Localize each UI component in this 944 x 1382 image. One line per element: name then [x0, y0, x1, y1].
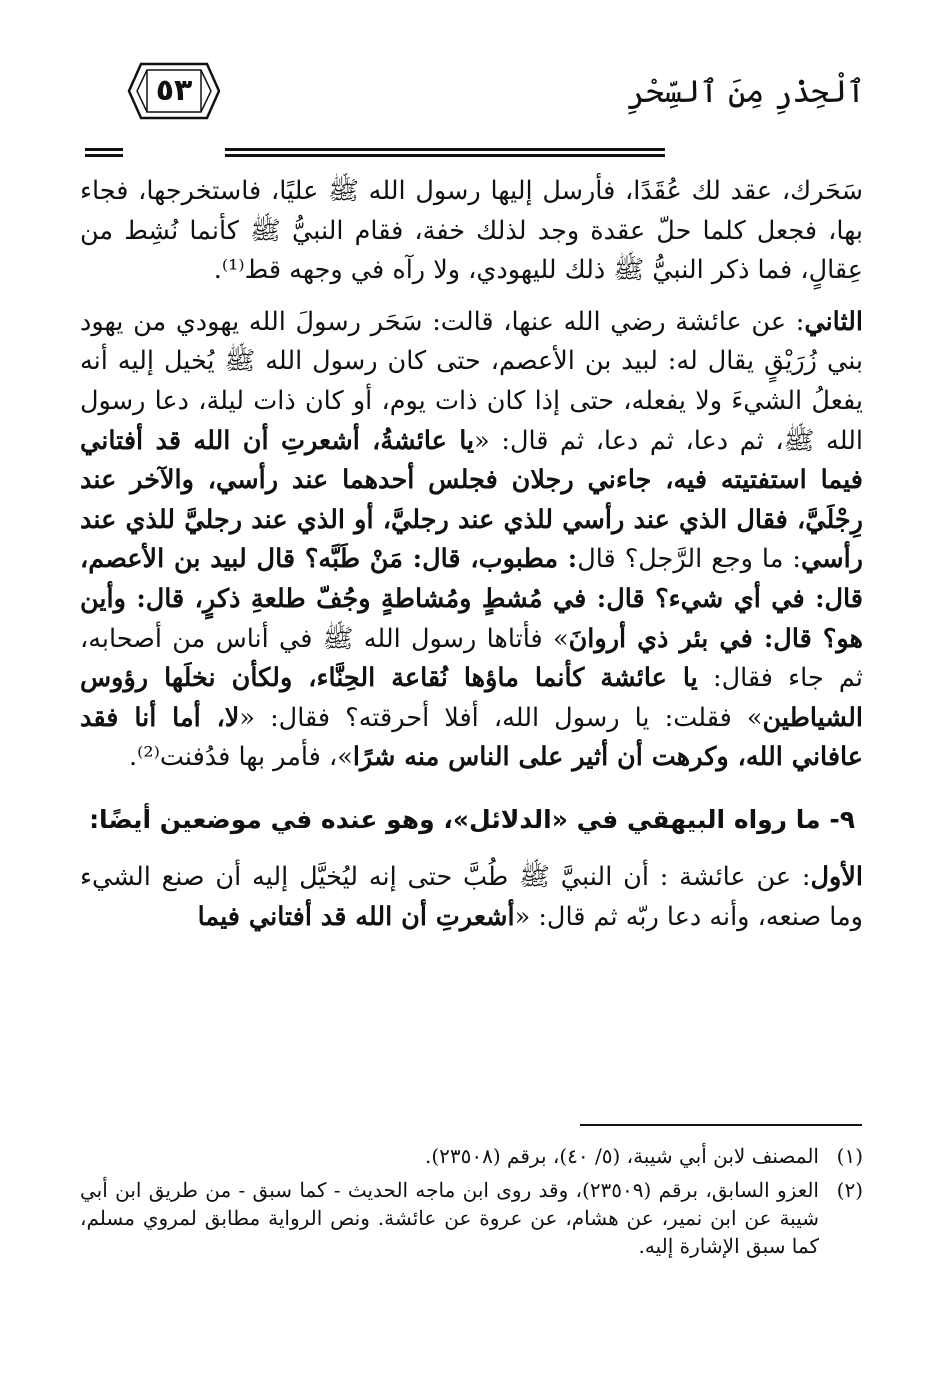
footnote-text: المصنف لابن أبي شيبة، (٥/ ٤٠)، برقم (٢٣٥٠٨). — [424, 1144, 819, 1168]
footnote-number: (٢) — [836, 1178, 863, 1202]
page-number: ٥٣ — [155, 73, 193, 108]
paragraph-2-quote-d: : مطبوب، قال: مَنْ طَبَّه؟ قال لبيد بن الأعصم، قال: في أي شيء؟ قال: في مُشطٍ ومُشاطةٍ وجُفّ طلعةِ ذكرٍ، قال: وأين هو؟ قال: في بئر ذي أروانَ — [80, 544, 863, 654]
footnotes — [80, 1142, 863, 1266]
page-header — [85, 60, 865, 140]
paragraph-2-text-a: : عن عائشة رضي الله عنها، قالت: سَحَر رسولَ الله يهودي من يهود بني زُرَيْقٍ يقال له: لبيد بن الأعصم، حتى كان رسول الله ﷺ يُخيل إليه أنه يفعلُ الشيءَ ولا يفعله، حتى إذا كان ذات يوم، أو كان ذات ليلة، دعا رسول الله ﷺ، ثم دعا، ثم دعا، ثم قال: « — [80, 306, 864, 456]
paragraph-3-lead: الأول — [810, 861, 863, 892]
paragraph-2-quote-h: لا، أما أنا فقد عافاني الله، وكرهت أن أثير على الناس منه شرًا — [80, 702, 863, 773]
main-text — [80, 172, 863, 937]
page-number-frame — [127, 62, 221, 120]
section-heading: ٩- ما رواه البيهقي في «الدلائل»، وهو عنده في موضعين أيضًا: — [89, 804, 855, 834]
footnote-separator — [580, 1124, 862, 1126]
footnote-1 — [80, 1142, 863, 1170]
paragraph-3-text-a: : عن عائشة : أن النبيَّ ﷺ طُبَّ حتى إنه ليُخيَّل إليه أن صنع الشيء وما صنعه، وأنه دعا ربّه ثم قال: « — [80, 861, 863, 932]
header-rule-left — [85, 148, 123, 157]
paragraph-3 — [80, 858, 863, 937]
paragraph-1: سَحَرك، عقد لك عُقَدًا، فأرسل إليها رسول الله ﷺ عليًا، فاستخرجها، فجاء بها، فجعل كلما حلّ عقدة وجد لذلك خفة، فقام النبيُّ ﷺ كأنما نُشِط من عِقالٍ، فما ذكر النبيُّ ﷺ ذلك لليهودي، ولا رآه في وجهه قط⁽¹⁾. — [80, 176, 863, 286]
footnote-text: العزو السابق، برقم (٢٣٥٠٩)، وقد روى ابن ماجه الحديث - كما سبق - من طريق ابن أبي شيبة عن ابن نمير، عن هشام، عن عروة عن عائشة. ونص الرواية مطابق لمروي مسلم، كما سبق الإشارة إليه. — [80, 1178, 819, 1258]
paragraph-3-quote-b: أشعرتِ أن الله قد أفتاني فيما — [197, 901, 515, 932]
paragraph-2-lead: الثاني — [804, 306, 863, 337]
paragraph-2-text-e: » فأتاها رسول الله ﷺ في أناس من أصحابه، ثم جاء فقال: — [80, 623, 863, 694]
paragraph-2 — [80, 303, 863, 778]
footnote-number: (١) — [836, 1144, 863, 1168]
paragraph-2-text-g: » فقلت: يا رسول الله، أفلا أحرقته؟ فقال: « — [239, 702, 763, 733]
running-title: ٱلْحِذْرِ مِنَ ٱلسِّحْرِ — [627, 74, 865, 110]
paragraph-2-quote-a: يا عائشةُ، أشعرتِ أن الله قد أفتاني فيما استفتيته فيه، جاءني رجلان فجلس أحدهما عند رأسي، والآخر عند رِجْلَيَّ، فقال الذي عند رأسي للذي عند رجليَّ، أو الذي عند رجليَّ للذي عند رأسي — [80, 425, 863, 575]
header-rule-middle — [225, 148, 665, 157]
footnote-2 — [80, 1176, 863, 1260]
paragraph-2-text-c: : ما وجع الرَّجل؟ قال — [577, 544, 801, 575]
paragraph-2-quote-f: يا عائشة كأنما ماؤها نُقاعة الحِنَّاء، ولكأن نخلَها رؤوس الشياطين — [80, 663, 863, 733]
paragraph-2-text-i: »، فأمر بها فدُفنت⁽²⁾. — [128, 742, 353, 773]
